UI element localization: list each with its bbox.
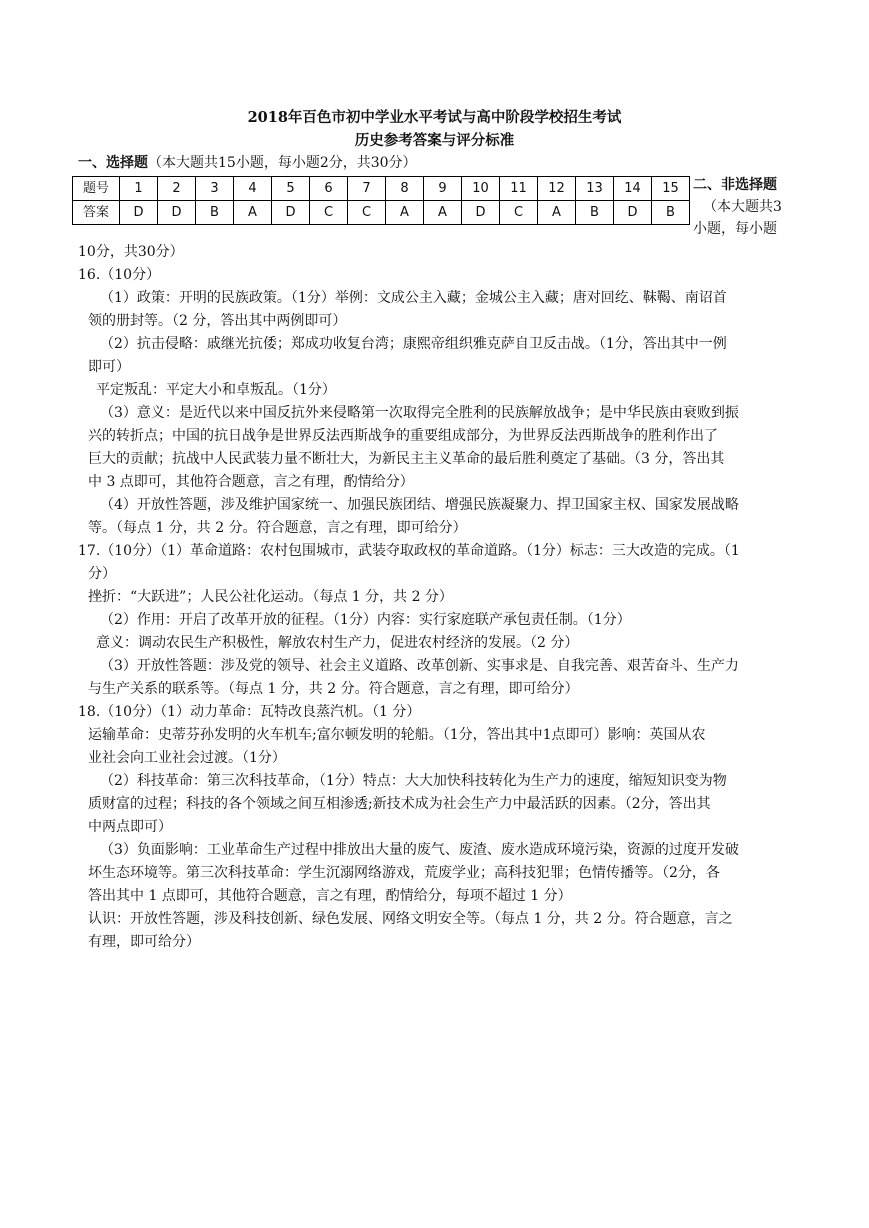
- q18-answer-3-cont2: 答出其中 1 点即可，其他符合题意，言之有理，酌情给分，每项不超过 1 分）: [88, 888, 572, 904]
- section-2-heading: 二、非选择题: [693, 177, 777, 193]
- q16-answer-4: （4）开放性答题，涉及维护国家统一、加强民族团结、增强民族凝聚力、捍卫国家主权、国家发展战略: [100, 497, 739, 513]
- q17-answer-3-cont: 与生产关系的联系等。（每点 1 分，共 2 分。符合题意，言之有理，即可给分）: [88, 681, 579, 697]
- q17-answer-2: （2）作用：开启了改革开放的征程。（1分）内容：实行家庭联产承包责任制。（1分）: [100, 612, 631, 628]
- question-number: 13: [576, 177, 614, 201]
- q16-answer-4-cont: 等。（每点 1 分，共 2 分。符合题意，言之有理，即可给分）: [88, 520, 467, 536]
- q18-answer-2-cont2: 中两点即可）: [88, 819, 172, 835]
- q18-answer-2: （2）科技革命：第三次科技革命，（1分）特点：大大加快科技转化为生产力的速度，缩短知识变为物: [100, 773, 727, 789]
- question-number: 4: [234, 177, 272, 201]
- document-title: 2018年百色市初中学业水平考试与高中阶段学校招生考试: [247, 109, 622, 126]
- q17-heading: 17.（10分）（1）革命道路：农村包围城市，武装夺取政权的革命道路。（1分）标志：三大改造的完成。（1: [78, 543, 740, 559]
- q16-answer-1-cont: 领的册封等。（2 分，答出其中两例即可）: [88, 313, 347, 329]
- q16-answer-2-rebellion: 平定叛乱：平定大小和卓叛乱。（1分）: [96, 382, 336, 398]
- question-number: 10: [462, 177, 500, 201]
- q18-answer-2-cont1: 质财富的过程；科技的各个领域之间互相渗透;新技术成为社会生产力中最活跃的因素。（2分，答出其: [88, 796, 711, 812]
- table-row-answers: [73, 201, 690, 225]
- q18-answer-3-cont1: 坏生态环境等。第三次科技革命：学生沉溺网络游戏，荒废学业；高科技犯罪；色情传播等。（2分，各: [88, 865, 720, 881]
- answer-cell: B: [652, 201, 690, 225]
- answer-cell: C: [310, 201, 348, 225]
- section-2-note-line3: 10分，共30分）: [78, 244, 184, 260]
- section-1-heading-line: [78, 152, 417, 175]
- row-label-answers: 答案: [73, 201, 120, 225]
- q16-answer-3: （3）意义：是近代以来中国反抗外来侵略第一次取得完全胜利的民族解放战争；是中华民族由衰败到振: [100, 405, 739, 421]
- answer-cell: D: [614, 201, 652, 225]
- answer-cell: D: [158, 201, 196, 225]
- section-1-note: （本大题共15小题，每小题2分，共30分）: [148, 155, 417, 171]
- question-number: 14: [614, 177, 652, 201]
- answer-cell: D: [120, 201, 158, 225]
- answer-cell: A: [386, 201, 424, 225]
- q18-heading: 18.（10分）（1）动力革命：瓦特改良蒸汽机。（1 分）: [78, 704, 421, 720]
- answer-cell: D: [462, 201, 500, 225]
- answer-cell: A: [424, 201, 462, 225]
- q18-answer-4-cont: 有理，即可给分）: [88, 934, 200, 950]
- answer-cell: A: [234, 201, 272, 225]
- answers-body: [78, 241, 796, 954]
- question-number: 3: [196, 177, 234, 201]
- section-2-heading-block: [693, 174, 793, 240]
- q16-answer-2: （2）抗击侵略：戚继光抗倭；郑成功收复台湾；康熙帝组织雅克萨自卫反击战。（1分，答出其中一例: [100, 336, 727, 352]
- q17-heading-cont: 分）: [88, 566, 116, 582]
- answer-cell: B: [576, 201, 614, 225]
- row-label-numbers: 题号: [73, 177, 120, 201]
- q18-answer-4: 认识：开放性答题，涉及科技创新、绿色发展、网络文明安全等。（每点 1 分，共 2 分。符合题意，言之: [88, 911, 733, 927]
- question-number: 9: [424, 177, 462, 201]
- q16-answer-2-cont: 即可）: [88, 359, 130, 375]
- section-2-note-line1: （本大题共3: [703, 199, 782, 215]
- question-number: 2: [158, 177, 196, 201]
- question-number: 5: [272, 177, 310, 201]
- section-2-note-line2: 小题，每小题: [693, 221, 777, 237]
- q17-answer-2-meaning: 意义：调动农民生产积极性，解放农村生产力，促进农村经济的发展。（2 分）: [96, 635, 579, 651]
- q16-heading: 16.（10分）: [78, 267, 161, 283]
- answer-table: [72, 176, 690, 225]
- q16-answer-1: （1）政策：开明的民族政策。（1分）举例：文成公主入藏；金城公主入藏；唐对回纥、靺鞨、南诏首: [100, 290, 727, 306]
- q17-answer-3: （3）开放性答题：涉及党的领导、社会主义道路、改革创新、实事求是、自我完善、艰苦奋斗、生产力: [100, 658, 739, 674]
- section-1-heading: 一、选择题: [78, 155, 148, 171]
- question-number: 1: [120, 177, 158, 201]
- answer-cell: C: [500, 201, 538, 225]
- q18-answer-1-transport: 运输革命：史蒂芬孙发明的火车机车;富尔顿发明的轮船。（1分，答出其中1点即可）影响：英国从农: [88, 727, 706, 743]
- table-row-numbers: [73, 177, 690, 201]
- answer-cell: D: [272, 201, 310, 225]
- q16-answer-3-cont2: 巨大的贡献；抗战中人民武装力量不断壮大，为新民主主义革命的最后胜利奠定了基础。（3 分，答出其: [88, 451, 725, 467]
- answer-cell: B: [196, 201, 234, 225]
- q16-answer-3-cont1: 兴的转折点；中国的抗日战争是世界反法西斯战争的重要组成部分，为世界反法西斯战争的胜利作出了: [88, 428, 718, 444]
- question-number: 7: [348, 177, 386, 201]
- q16-answer-3-cont3: 中 3 点即可，其他符合题意，言之有理，酌情给分）: [88, 474, 414, 490]
- question-number: 11: [500, 177, 538, 201]
- question-number: 8: [386, 177, 424, 201]
- document-subtitle: 历史参考答案与评分标准: [354, 132, 515, 149]
- question-number: 6: [310, 177, 348, 201]
- answer-cell: C: [348, 201, 386, 225]
- q18-answer-3: （3）负面影响：工业革命生产过程中排放出大量的废气、废渣、废水造成环境污染，资源的过度开发破: [100, 842, 739, 858]
- question-number: 12: [538, 177, 576, 201]
- q17-answer-1-setback: 挫折：“大跃进”；人民公社化运动。（每点 1 分，共 2 分）: [88, 589, 453, 605]
- q18-answer-1-cont: 业社会向工业社会过渡。（1分）: [88, 750, 286, 766]
- question-number: 15: [652, 177, 690, 201]
- answer-cell: A: [538, 201, 576, 225]
